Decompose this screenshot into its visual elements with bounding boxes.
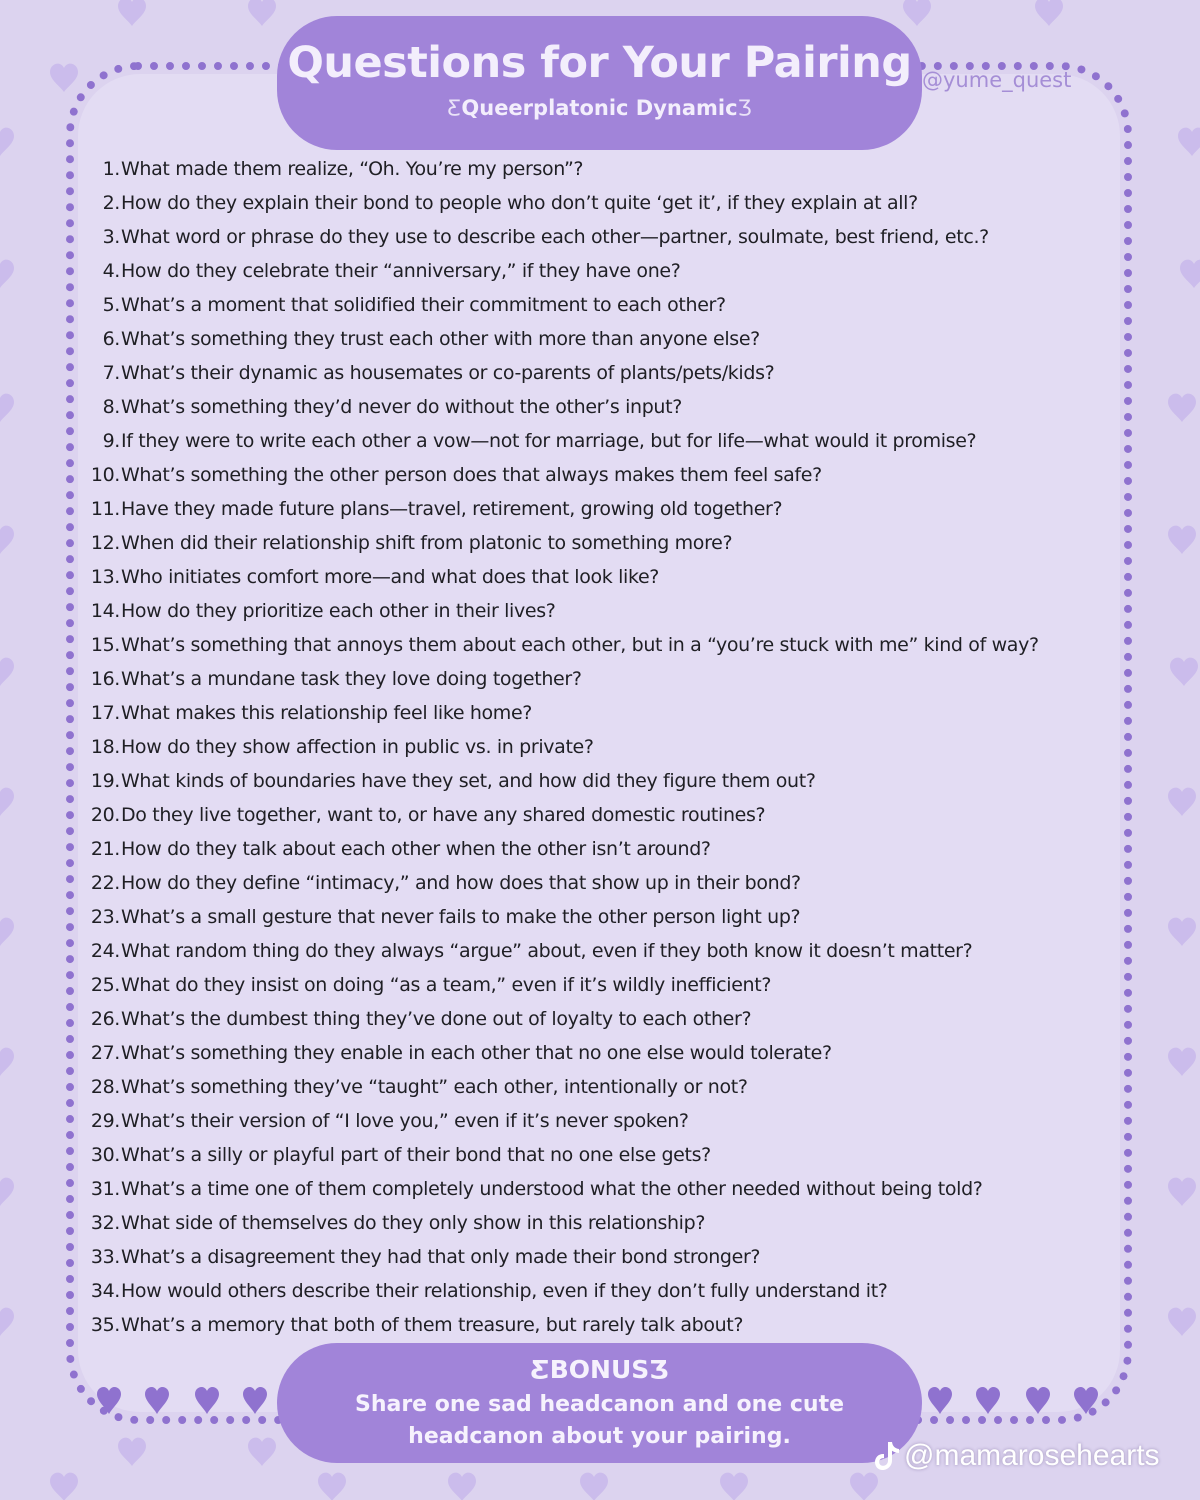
question-item — [84, 560, 1114, 594]
question-item — [84, 152, 1114, 186]
question-number: 10. — [90, 464, 120, 486]
question-number: 20. — [90, 804, 120, 826]
heart-icon — [928, 1387, 952, 1414]
question-text: What makes this relationship feel like home? — [121, 702, 533, 724]
question-text: What’s a small gesture that never fails to make the other person light up? — [121, 906, 801, 928]
question-text: What’s something they’d never do without the other’s input? — [121, 396, 682, 418]
question-item — [84, 1274, 1114, 1308]
question-text: What side of themselves do they only show in this relationship? — [121, 1212, 706, 1234]
question-number: 11. — [90, 498, 120, 520]
subtitle-bracket-left: Ƹ — [447, 96, 462, 120]
question-number: 16. — [90, 668, 120, 690]
question-text: What’s their dynamic as housemates or co-parents of plants/pets/kids? — [121, 362, 775, 384]
question-item — [84, 1138, 1114, 1172]
question-item — [84, 254, 1114, 288]
question-item — [84, 288, 1114, 322]
question-number: 30. — [90, 1144, 120, 1166]
creator-handle: @yume_quest — [922, 68, 1072, 92]
bottom-left-heart-row — [95, 1386, 275, 1418]
question-item — [84, 968, 1114, 1002]
question-item — [84, 1036, 1114, 1070]
question-item — [84, 1070, 1114, 1104]
title-banner — [277, 16, 922, 150]
question-number: 34. — [90, 1280, 120, 1302]
question-number: 21. — [90, 838, 120, 860]
question-text: What random thing do they always “argue” about, even if they both know it doesn’t matter? — [121, 940, 973, 962]
bonus-bracket-left: Ƹ — [530, 1355, 550, 1384]
question-text: How do they show affection in public vs. in private? — [121, 736, 594, 758]
question-text: What’s something they enable in each other that no one else would tolerate? — [121, 1042, 832, 1064]
bonus-banner — [277, 1343, 922, 1463]
question-item — [84, 1104, 1114, 1138]
question-number: 2. — [102, 192, 120, 214]
bottom-right-heart-row — [926, 1386, 1106, 1418]
question-item — [84, 628, 1114, 662]
question-number: 33. — [90, 1246, 120, 1268]
bonus-line-1: Share one sad headcanon and one cute — [354, 1392, 845, 1417]
question-number: 29. — [90, 1110, 120, 1132]
question-number: 14. — [90, 600, 120, 622]
question-number: 7. — [102, 362, 120, 384]
question-number: 8. — [102, 396, 120, 418]
question-item — [84, 866, 1114, 900]
bonus-title-text: BONUS — [549, 1355, 650, 1384]
question-number: 22. — [90, 872, 120, 894]
question-number: 4. — [102, 260, 120, 282]
question-number: 9. — [102, 430, 120, 452]
question-number: 3. — [102, 226, 120, 248]
question-text: What’s something that annoys them about each other, but in a “you’re stuck with me” kind of way? — [121, 634, 1039, 656]
question-number: 25. — [90, 974, 120, 996]
question-text: How do they explain their bond to people who don’t quite ‘get it’, if they explain at all? — [121, 192, 918, 214]
question-text: What’s a time one of them completely understood what the other needed without being told? — [121, 1178, 983, 1200]
page-subtitle — [277, 96, 922, 120]
question-item — [84, 764, 1114, 798]
question-item — [84, 390, 1114, 424]
question-number: 6. — [102, 328, 120, 350]
heart-icon — [1026, 1387, 1050, 1414]
question-item — [84, 662, 1114, 696]
subtitle-text: Queerplatonic Dynamic — [461, 96, 738, 120]
question-text: What’s something they trust each other with more than anyone else? — [121, 328, 760, 350]
heart-icon — [976, 1387, 1000, 1414]
question-item — [84, 322, 1114, 356]
question-item — [84, 696, 1114, 730]
question-text: How do they celebrate their “anniversary,” if they have one? — [121, 260, 681, 282]
question-text: How do they define “intimacy,” and how does that show up in their bond? — [121, 872, 801, 894]
subtitle-bracket-right: Ʒ — [737, 96, 752, 120]
question-item — [84, 492, 1114, 526]
question-number: 27. — [90, 1042, 120, 1064]
question-number: 28. — [90, 1076, 120, 1098]
question-text: How do they talk about each other when the other isn’t around? — [121, 838, 711, 860]
question-text: Do they live together, want to, or have any shared domestic routines? — [121, 804, 766, 826]
question-item — [84, 798, 1114, 832]
question-text: What’s their version of “I love you,” even if it’s never spoken? — [121, 1110, 689, 1132]
question-number: 31. — [90, 1178, 120, 1200]
question-text: Who initiates comfort more—and what does that look like? — [121, 566, 660, 588]
question-item — [84, 832, 1114, 866]
question-number: 15. — [90, 634, 120, 656]
question-item — [84, 934, 1114, 968]
question-text: How do they prioritize each other in their lives? — [121, 600, 556, 622]
question-item — [84, 1206, 1114, 1240]
question-item — [84, 220, 1114, 254]
question-item — [84, 730, 1114, 764]
question-text: If they were to write each other a vow—not for marriage, but for life—what would it promise? — [121, 430, 977, 452]
question-text: What made them realize, “Oh. You’re my person”? — [121, 158, 584, 180]
question-list — [84, 152, 1114, 1342]
question-number: 5. — [102, 294, 120, 316]
question-number: 24. — [90, 940, 120, 962]
question-item — [84, 1002, 1114, 1036]
question-text: What’s the dumbest thing they’ve done out of loyalty to each other? — [121, 1008, 752, 1030]
question-item — [84, 424, 1114, 458]
heart-icon — [195, 1387, 219, 1414]
bonus-title — [277, 1355, 922, 1384]
question-text: What’s a mundane task they love doing together? — [121, 668, 582, 690]
bonus-bracket-right: Ʒ — [649, 1355, 669, 1384]
question-text: What kinds of boundaries have they set, and how did they figure them out? — [121, 770, 816, 792]
question-item — [84, 356, 1114, 390]
question-text: When did their relationship shift from platonic to something more? — [121, 532, 733, 554]
question-text: What word or phrase do they use to describe each other—partner, soulmate, best friend, etc.? — [121, 226, 989, 248]
question-number: 32. — [90, 1212, 120, 1234]
question-item — [84, 186, 1114, 220]
question-text: What’s a silly or playful part of their bond that no one else gets? — [121, 1144, 711, 1166]
question-text: What’s a memory that both of them treasure, but rarely talk about? — [121, 1314, 744, 1336]
question-number: 1. — [102, 158, 120, 180]
question-number: 17. — [90, 702, 120, 724]
question-text: How would others describe their relationship, even if they don’t fully understand it? — [121, 1280, 888, 1302]
question-text: What’s something they’ve “taught” each other, intentionally or not? — [121, 1076, 748, 1098]
question-item — [84, 1172, 1114, 1206]
question-item — [84, 1308, 1114, 1342]
question-text: What’s a disagreement they had that only made their bond stronger? — [121, 1246, 761, 1268]
bonus-text — [277, 1389, 922, 1453]
question-item — [84, 1240, 1114, 1274]
question-number: 12. — [90, 532, 120, 554]
bonus-line-2: headcanon about your pairing. — [408, 1424, 791, 1449]
heart-icon — [1074, 1387, 1098, 1414]
question-text: What’s a moment that solidified their commitment to each other? — [121, 294, 726, 316]
question-text: Have they made future plans—travel, retirement, growing old together? — [121, 498, 783, 520]
heart-icon — [243, 1387, 267, 1414]
question-item — [84, 458, 1114, 492]
question-number: 26. — [90, 1008, 120, 1030]
question-number: 23. — [90, 906, 120, 928]
question-number: 18. — [90, 736, 120, 758]
heart-icon — [145, 1387, 169, 1414]
question-number: 19. — [90, 770, 120, 792]
question-item — [84, 526, 1114, 560]
page-title: Questions for Your Pairing — [287, 38, 912, 88]
question-text: What do they insist on doing “as a team,” even if it’s wildly inefficient? — [121, 974, 772, 996]
tiktok-icon — [874, 1441, 900, 1471]
question-item — [84, 594, 1114, 628]
heart-icon — [97, 1387, 121, 1414]
question-text: What’s something the other person does that always makes them feel safe? — [121, 464, 822, 486]
question-number: 35. — [90, 1314, 120, 1336]
tiktok-watermark — [874, 1434, 1160, 1478]
watermark-text: @mamarosehearts — [904, 1439, 1160, 1472]
question-item — [84, 900, 1114, 934]
question-number: 13. — [90, 566, 120, 588]
